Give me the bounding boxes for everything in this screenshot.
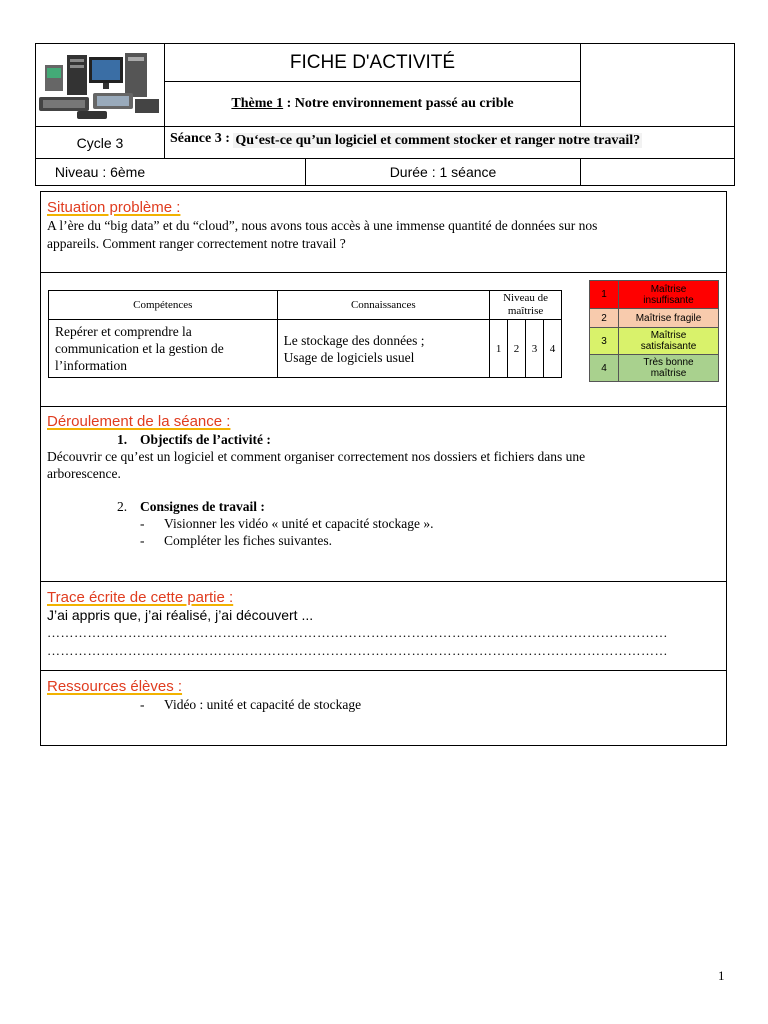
legend-num: 3 [590, 328, 619, 355]
connaissance-line: Le stockage des données ; [283, 332, 425, 348]
computers-image-icon [37, 45, 163, 123]
computer-equipment-logo [37, 45, 163, 123]
theme-label: Thème 1 [231, 95, 284, 111]
cycle-cell: Cycle 3 [76, 134, 124, 151]
legend-label: Maîtrise insuffisante [619, 281, 719, 309]
seance-label: Séance 3 : [170, 131, 230, 146]
legend-num: 2 [590, 309, 619, 328]
situation-title: Situation problème : [47, 199, 181, 216]
level-cell[interactable]: 2 [508, 320, 526, 378]
connaissance-cell [277, 320, 490, 378]
level-cell[interactable]: 3 [526, 320, 544, 378]
deroulement-title: Déroulement de la séance : [47, 413, 231, 430]
legend-label: Maîtrise satisfaisante [619, 328, 719, 355]
competence-cell [49, 320, 278, 378]
competences-table [48, 290, 562, 378]
theme-text: : Notre environnement passé au crible [283, 95, 514, 111]
level-cell[interactable]: 1 [490, 320, 508, 378]
header-connaissances: Connaissances [277, 291, 490, 320]
situation-line2: appareils. Comment ranger correctement notre travail ? [47, 236, 346, 251]
legend-num: 1 [590, 281, 619, 309]
competence-line: communication et la gestion de [55, 341, 224, 356]
consignes-num: 2. [117, 499, 128, 514]
objectifs-line1: Découvrir ce qu’est un logiciel et comment organiser correctement nos dossiers et fichiers dans une [47, 449, 586, 464]
legend-label: Maîtrise fragile [619, 309, 719, 328]
trace-line1: J’ai appris que, j’ai réalisé, j’ai découvert ... [47, 607, 314, 623]
page-title: FICHE D'ACTIVITÉ [289, 51, 456, 73]
objectifs-num: 1. [117, 432, 128, 447]
header-niveau: Niveau de maîtrise [490, 291, 562, 320]
trace-dots-line[interactable]: ………………………………………………………………………………………………………………………… [47, 643, 668, 658]
trace-dots-line[interactable]: ………………………………………………………………………………………………………………………… [47, 625, 668, 640]
ressources-title: Ressources élèves : [47, 678, 183, 695]
niveau-cell: Niveau : 6ème [54, 164, 146, 180]
seance-text: Qu‘est-ce qu’un logiciel et comment stocker et ranger notre travail? [235, 133, 641, 148]
consigne-item: Compléter les fiches suivantes. [164, 533, 332, 548]
theme-line [165, 82, 580, 125]
level-cell[interactable]: 4 [544, 320, 562, 378]
connaissance-line: Usage de logiciels usuel [283, 349, 415, 365]
duree-cell: Durée : 1 séance [389, 164, 497, 180]
seance-line [170, 131, 730, 155]
competence-line: Repérer et comprendre la [55, 324, 192, 339]
mastery-legend [589, 280, 719, 382]
bullet-dash: - [140, 516, 145, 531]
header-competences: Compétences [49, 291, 278, 320]
main-frame [40, 191, 727, 746]
situation-line1: A l’ère du “big data” et du “cloud”, nous avons tous accès à une immense quantité de données sur nos [47, 218, 598, 233]
ressource-item[interactable]: Vidéo : unité et capacité de stockage [164, 697, 362, 712]
page-number: 1 [718, 968, 725, 983]
objectifs-line2: arborescence. [47, 466, 121, 481]
trace-title: Trace écrite de cette partie : [47, 589, 234, 606]
consigne-item: Visionner les vidéo « unité et capacité stockage ». [164, 516, 434, 531]
consignes-title: Consignes de travail : [140, 499, 265, 514]
legend-num: 4 [590, 355, 619, 382]
bullet-dash: - [140, 697, 145, 712]
objectifs-title: Objectifs de l’activité : [140, 432, 271, 447]
bullet-dash: - [140, 533, 145, 548]
competence-line: l’information [55, 358, 127, 373]
legend-label: Très bonne maîtrise [619, 355, 719, 382]
